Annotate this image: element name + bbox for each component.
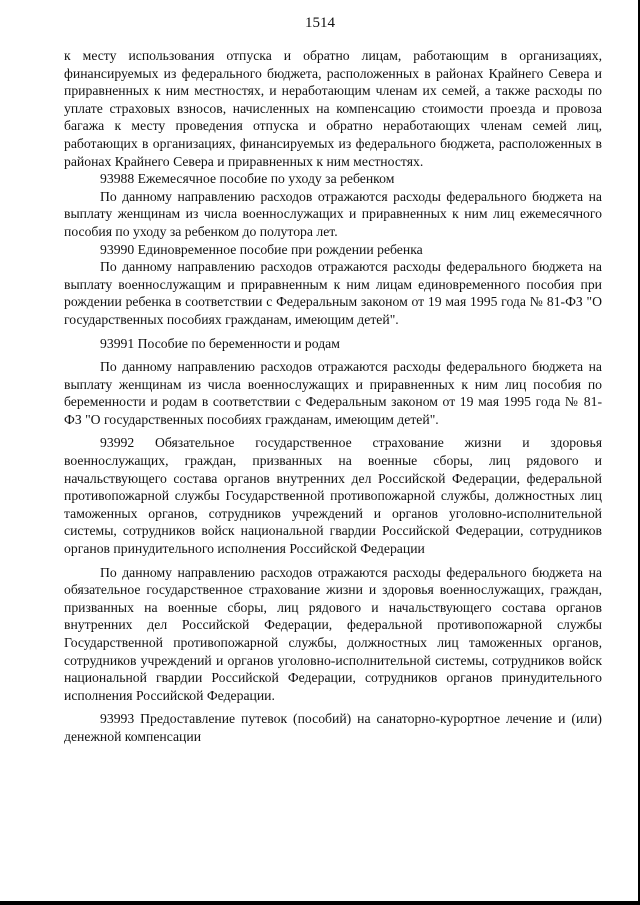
section-heading-93993: 93993 Предоставление путевок (пособий) на санаторно-курортное лечение и (или) денежной компенсации <box>64 711 602 744</box>
section-text-93990: По данному направлению расходов отражаются расходы федерального бюджета на выплату военнослужащим и приравненным к ним лицам единовременного пособия при рождении ребенка в соответствии с Федеральным законом от 19 мая 1995 года № 81-ФЗ "О государственных пособиях гражданам, имеющим детей". <box>64 259 602 327</box>
section-heading-93991: 93991 Пособие по беременности и родам <box>100 335 340 351</box>
paragraph-continuation: к месту использования отпуска и обратно лицам, работающим в организациях, финансируемых из федерального бюджета, расположенных в районах Крайнего Севера и приравненных к ним местностях, и неработающим членам их семей, а также расходы по уплате страховых взносов, начисленных на компенсацию стоимости проезда и провоза багажа к месту проведения отпуска и обратно неработающих членам семей лиц, работающих в организациях, финансируемых из федерального бюджета, расположенных в районах Крайнего Севера и приравненных к ним местностях. <box>64 48 602 169</box>
scan-edge-bottom <box>0 901 640 905</box>
section-text-93988: По данному направлению расходов отражаются расходы федерального бюджета на выплату женщинам из числа военнослужащих и приравненных к ним лиц ежемесячного пособия по уходу за ребенком до полутора лет. <box>64 188 602 239</box>
section-heading-93990: 93990 Единовременное пособие при рождении ребенка <box>100 241 423 257</box>
document-body <box>64 47 602 746</box>
page-number: 1514 <box>305 15 335 31</box>
section-text-93991: По данному направлению расходов отражаются расходы федерального бюджета на выплату женщинам из числа военнослужащих и приравненных к ним лиц пособия по беременности и родам в соответствии с Федеральным законом от 19 мая 1995 года № 81-ФЗ "О государственных пособиях гражданам, имеющим детей". <box>64 359 602 427</box>
section-heading-93992: 93992 Обязательное государственное страхование жизни и здоровья военнослужащих, граждан, призванных на военные сборы, лиц рядового и начальствующего состава органов внутренних дел Российской Федерации, федеральной противопожарной службы Государственной противопожарной службы, должностных лиц таможенных органов, сотрудников учреждений и органов уголовно-исполнительной системы, сотрудников войск национальной гвардии Российской Федерации, сотрудников органов принудительного исполнения Российской Федерации <box>64 435 602 557</box>
section-text-93992: По данному направлению расходов отражаются расходы федерального бюджета на обязательное государственное страхование жизни и здоровья военнослужащих, граждан, призванных на военные сборы, лиц рядового и начальствующего состава органов внутренних дел Российской Федерации, федеральной противопожарной службы Государственной противопожарной службы, должностных лиц таможенных органов, сотрудников учреждений и органов уголовно-исполнительной системы, сотрудников войск национальной гвардии Российской Федерации, сотрудников органов принудительного исполнения Российской Федерации. <box>64 564 602 703</box>
section-heading-93988: 93988 Ежемесячное пособие по уходу за ребенком <box>100 171 395 187</box>
